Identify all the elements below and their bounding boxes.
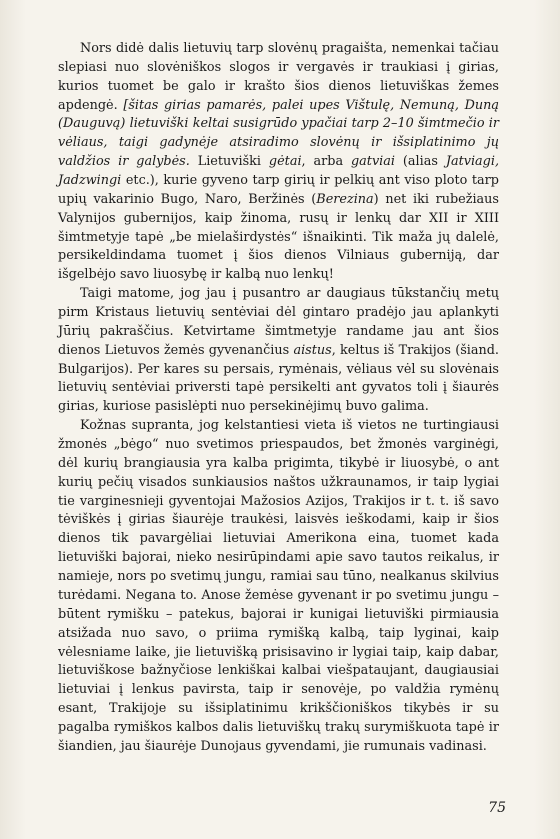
- italic-text-span: Berezina: [316, 191, 374, 207]
- italic-text-span: [šitas girias pamarės, palei upes Vištulę, Nemuną, Duną (Dauguvą) lietuviški keltai susigrūdo ypačiai tarp 2–10 šimtmečio ir vėliaus, taigi gadynėje atsiradimo slovėnų ir išsiplatinimo jų valdžios ir galybės.: [58, 97, 499, 170]
- text-span: Nors didė dalis lietuvių tarp slovėnų pragaišta, nemenkai tačiau slepiasi nuo slovėniškos slogos ir vergavės ir traukiasi į girias, kurios tuomet be galo ir krašto šios dienos lietuviškas žemes apdengė.: [58, 41, 499, 113]
- page-number: 75: [488, 800, 506, 816]
- paragraph: [58, 417, 499, 756]
- text-span: Lietuviški: [189, 154, 269, 170]
- italic-text-span: aistus: [293, 342, 332, 358]
- italic-text-span: Jatviagi, Jadzwingi: [58, 154, 500, 189]
- text-span: etc.), kurie gyveno tarp girių ir pelkių ant viso ploto tarp upių vakarinio Bugo, Naro, Beržinės (: [58, 173, 499, 207]
- body-text: [58, 40, 499, 757]
- italic-text-span: gatviai: [350, 154, 395, 170]
- paragraph: [58, 285, 499, 417]
- text-span: (alias: [395, 154, 446, 170]
- italic-text-span: gėtai: [268, 154, 302, 170]
- text-span: Taigi matome, jog jau į pusantro ar daugiaus tūkstančių metų pirm Kristaus lietuvių sentėviai dėl gintaro pradėjo jau aplankyti Jūrių pakraščius. Ketvirtame šimtmetyje randame jau ant šios dienos Lietuvos žemės gyvenančius: [58, 286, 499, 358]
- paragraph: [58, 40, 499, 285]
- text-span: , arba: [301, 154, 351, 170]
- text-span: Kožnas supranta, jog kelstantiesi vieta iš vietos ne turtingiausi žmonės „bėgo“ nuo svetimos priespaudos, bet žmonės varginėgi, dėl kurių brangiausia yra kalba prigimta, tikybė ir liuosybė, o ant kurių pečių visados sunkiausios naštos užkraunamos, ir taip lygiai tie varginesnieji gyventojai Mažosios Azijos, Trakijos ir t. t. iš savo tėviškės į girias šiaurėje traukėsi, laisvės ieškodami, kaip ir šios dienos tik pavargėliai lietuviai Amerikona eina, tuomet kada lietuviški bajorai, nieko nesirūpindami apie savo tautos reikalus, ir namieje, nors po svetimų jungu, ramiai sau tūno, nealkanus skilvius turėdami. Negana to. Anose žemėse gyvenant ir po svetimu jungu – būtent rymišku – patekus, bajorai ir kunigai lietuviški pirmiausia atsižada nuo savo, o priima rymišką kalbą, taip lyginai, kaip vėlesniame laike, jie lietuvišką prisisavino ir lygiai taip, kaip dabar, lietuviškose bažnyčiose lenkiškai kalbai viešpataujant, daugiausiai lietuviai į lenkus pavirsta, taip ir senovėje, po valdžia rymėnų esant, Trakijoje su išsiplatinimu krikščioniškos tikybės ir su pagalba rymiškos kalbos dalis lietuviškų trakų surymiškuota tapė ir šiandien, jau šiaurėje Dunojaus gyvendami, jie rumunais vadinasi.: [58, 418, 499, 754]
- text-span: ) net iki rubežiaus Valynijos gubernijos, kaip žinoma, rusų ir lenkų dar XII ir XIII šimtmetyje tapė „be mielaširdystės“ išnaikinti. Tik maža jų dalelė, persikeldindama tuomet į šios dienos Vilniaus guberniją, dar išgelbėjo savo liuosybę ir kalbą nuo lenkų!: [58, 191, 499, 283]
- text-span: , keltus iš Trakijos (šiand. Bulgarijos). Per kares su persais, rymėnais, vėliaus vėl su slovėnais lietuvių sentėviai priversti tapė persikelti ant gyvatos toli į šiaurės girias, kuriose pasislėpti nuo persekinėjimų buvo galima.: [58, 342, 499, 415]
